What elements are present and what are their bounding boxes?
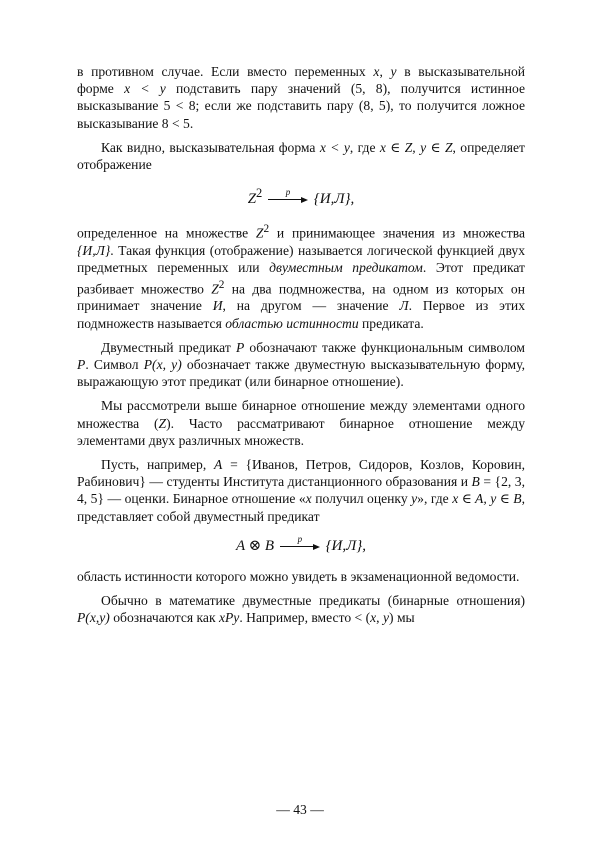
mapping-arrow-icon: p [268,190,308,204]
mapping-arrow-icon: p [280,537,320,551]
formula-mapping-axb: A ⊗ B p {И,Л}, [235,533,367,554]
paragraph-5: Мы рассмотрели выше бинарное отношение между элементами одного множества (Z). Часто рассматривают бинарное отношение между элементами двух различных множеств. [77,398,526,448]
term-truth-domain: областью истинности [225,315,359,331]
paragraph-8: Обычно в математике двуместные предикаты (бинарные отношения) P(x,y) обозначаются как xPy. Например, вместо < (x, y) мы [77,593,525,626]
paragraph-1: в противном случае. Если вместо переменных x, y в высказывательной форме x < y подставить пару значений (5, 8), получится истинное высказывание 5 < 8; если же подставить пару (8, 5), то получится ложное высказывание 8 < 5. [77,64,526,131]
paragraph-4: Двуместный предикат P обозначают также функциональным символом P. Символ P(x, y) обозначает также двуместную высказывательную форму, выражающую этот предикат (или бинарное отношение). [77,339,525,390]
paragraph-3: определенное на множестве $Z^2$ и принимающее значения из множества {И,Л}. Такая функция (отображение) называется логической функцией двух предметных переменных или двуместным предикатом. Этот предикат разбивает множество $Z^2$ на два подмножества, на одном из которых он принимает значение И, на другом — значение Л. Первое из этих подмножеств называется областью истинности предиката. [77,223,526,331]
paragraph-6: Пусть, например, A = {Иванов, Петров, Сидоров, Козлов, Коровин, Рабинович} — студенты Института дистанционного образования и B = {2, 3, 4, 5} — оценки. Бинарное отношение «x получил оценку y», где x ∈ A, y ∈ B, представляет собой двуместный предикат [77,456,525,524]
formula-mapping-z2: $Z^2$ p {И,Л}, [247,186,355,208]
paragraph-7: область истинности которого можно увидеть в экзаменационной ведомости. [77,568,520,584]
text-body [77,63,525,627]
page-number: — 43 — [276,802,324,817]
term-two-place-predicate: двуместным предикатом [269,260,423,276]
paragraph-2: Как видно, высказывательная форма x < y, где x ∈ Z, y ∈ Z, определяет отображение [77,139,525,173]
